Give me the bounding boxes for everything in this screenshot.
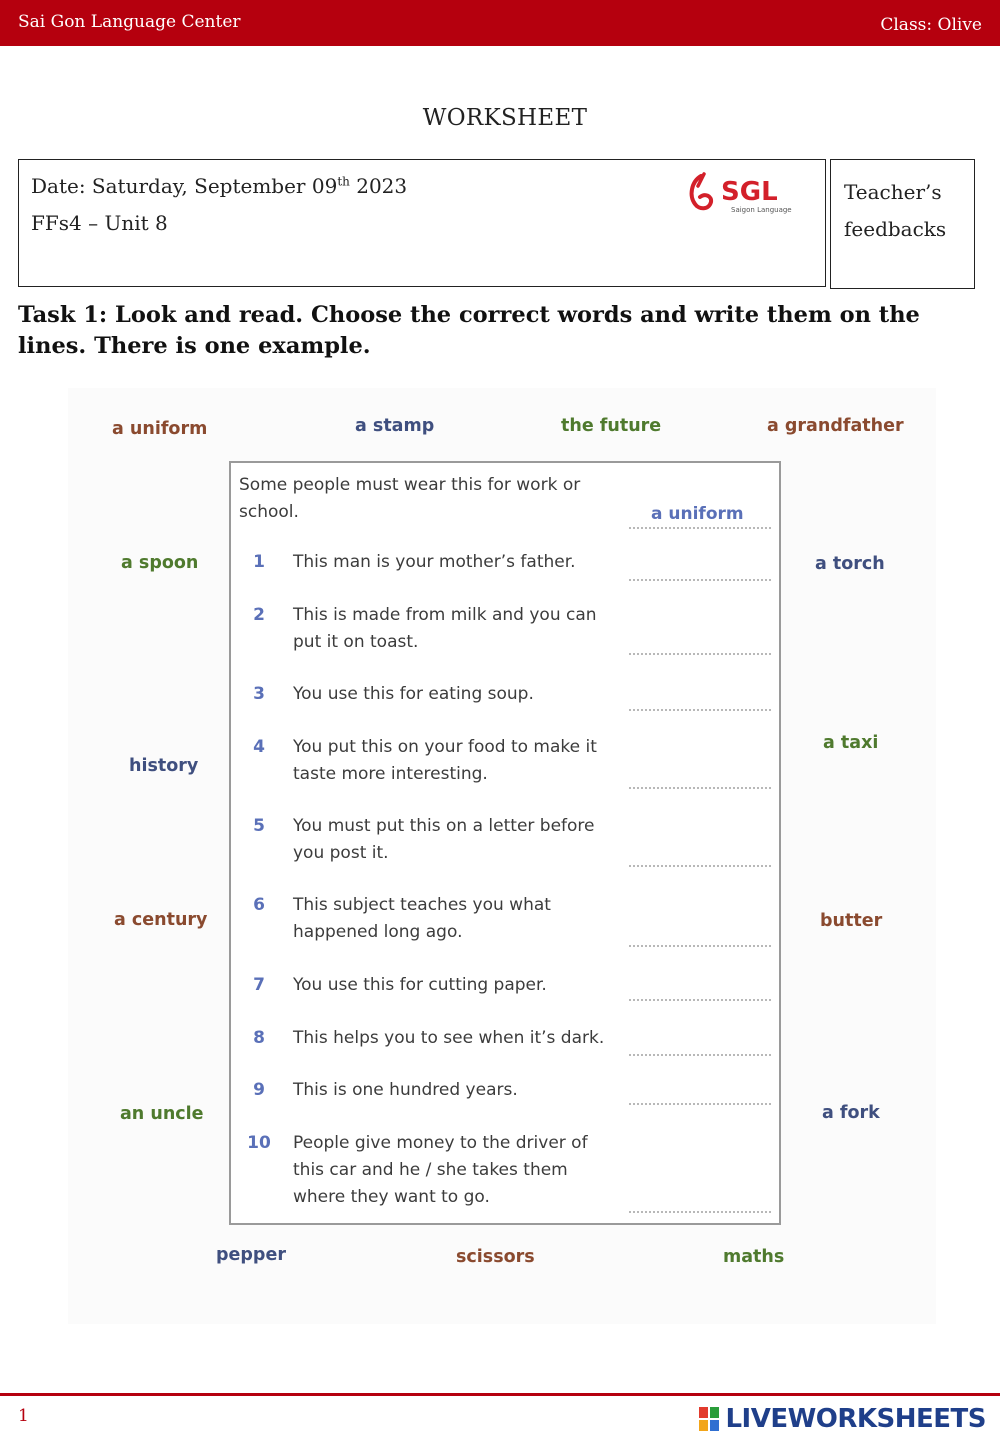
question-text: This is one hundred years.	[293, 1080, 518, 1100]
brand-text: LIVEWORKSHEETS	[725, 1404, 986, 1434]
question-text: You use this for cutting paper.	[293, 975, 547, 995]
word-option: a uniform	[112, 419, 208, 439]
answer-line-5[interactable]	[629, 865, 771, 867]
word-option: pepper	[216, 1245, 286, 1265]
date-sup: th	[337, 174, 350, 189]
feedback-line-2: feedbacks	[844, 217, 947, 241]
question-text: You put this on your food to make it taste more interesting.	[293, 737, 597, 784]
question-number: 6	[253, 895, 265, 915]
page-title: WORKSHEET	[422, 105, 588, 131]
question-number: 5	[253, 816, 265, 836]
feedback-box	[830, 159, 975, 289]
question-number: 9	[253, 1080, 265, 1100]
liveworksheets-brand	[699, 1402, 986, 1436]
word-option: a taxi	[823, 733, 879, 753]
word-option: scissors	[456, 1247, 535, 1267]
answer-line-10[interactable]	[629, 1211, 771, 1213]
question-number: 1	[253, 552, 265, 572]
word-option: the future	[561, 416, 662, 436]
word-option: a grandfather	[767, 416, 904, 436]
questions-box	[229, 461, 781, 1225]
word-option: a fork	[822, 1103, 880, 1123]
question-text: People give money to the driver of this car and he / she takes them where they want to go.	[293, 1133, 588, 1207]
task-instruction: Task 1: Look and read. Choose the correct words and write them on the lines. There is one example.	[18, 302, 920, 359]
feedback-line-1: Teacher’s	[844, 180, 942, 204]
question-number: 8	[253, 1028, 265, 1048]
center-name: Sai Gon Language Center	[18, 12, 241, 32]
example-answer-line	[629, 527, 771, 529]
answer-line-7[interactable]	[629, 999, 771, 1001]
date-line	[31, 174, 407, 198]
sgl-logo	[687, 172, 795, 218]
header-bar	[0, 0, 1000, 46]
question-text: You use this for eating soup.	[293, 684, 534, 704]
question-number: 3	[253, 684, 265, 704]
footer-divider	[0, 1393, 1000, 1396]
page-number: 1	[18, 1406, 29, 1426]
word-option: a century	[114, 910, 208, 930]
class-label: Class: Olive	[880, 15, 982, 35]
word-option: an uncle	[120, 1104, 204, 1124]
question-text: This subject teaches you what happened long ago.	[293, 895, 551, 942]
answer-line-9[interactable]	[629, 1103, 771, 1105]
question-number: 7	[253, 975, 265, 995]
answer-line-4[interactable]	[629, 787, 771, 789]
word-option: a spoon	[121, 553, 199, 573]
question-number: 4	[253, 737, 265, 757]
example-text: Some people must wear this for work or school.	[239, 475, 581, 522]
answer-line-2[interactable]	[629, 653, 771, 655]
answer-line-8[interactable]	[629, 1054, 771, 1056]
answer-line-6[interactable]	[629, 945, 771, 947]
question-text: You must put this on a letter before you post it.	[293, 816, 595, 863]
word-option: a stamp	[355, 416, 435, 436]
word-option: maths	[723, 1247, 785, 1267]
question-number: 10	[247, 1133, 271, 1153]
question-number: 2	[253, 605, 265, 625]
liveworksheets-logo-icon	[699, 1407, 719, 1431]
logo-text: SGL	[721, 177, 778, 207]
date-suffix: 2023	[349, 174, 408, 198]
date-prefix: Date: Saturday, September 09	[31, 174, 338, 198]
unit-label: FFs4 – Unit 8	[31, 211, 168, 235]
answer-line-1[interactable]	[629, 579, 771, 581]
question-text: This is made from milk and you can put it on toast.	[293, 605, 597, 652]
word-option: butter	[820, 911, 883, 931]
question-text: This helps you to see when it’s dark.	[293, 1028, 605, 1048]
info-box	[18, 159, 826, 287]
question-text: This man is your mother’s father.	[293, 552, 576, 572]
word-option: history	[129, 756, 199, 776]
example-answer: a uniform	[651, 504, 744, 524]
exercise-image	[68, 388, 936, 1324]
logo-sub: Saigon Language	[731, 206, 792, 214]
answer-line-3[interactable]	[629, 709, 771, 711]
word-option: a torch	[815, 554, 885, 574]
